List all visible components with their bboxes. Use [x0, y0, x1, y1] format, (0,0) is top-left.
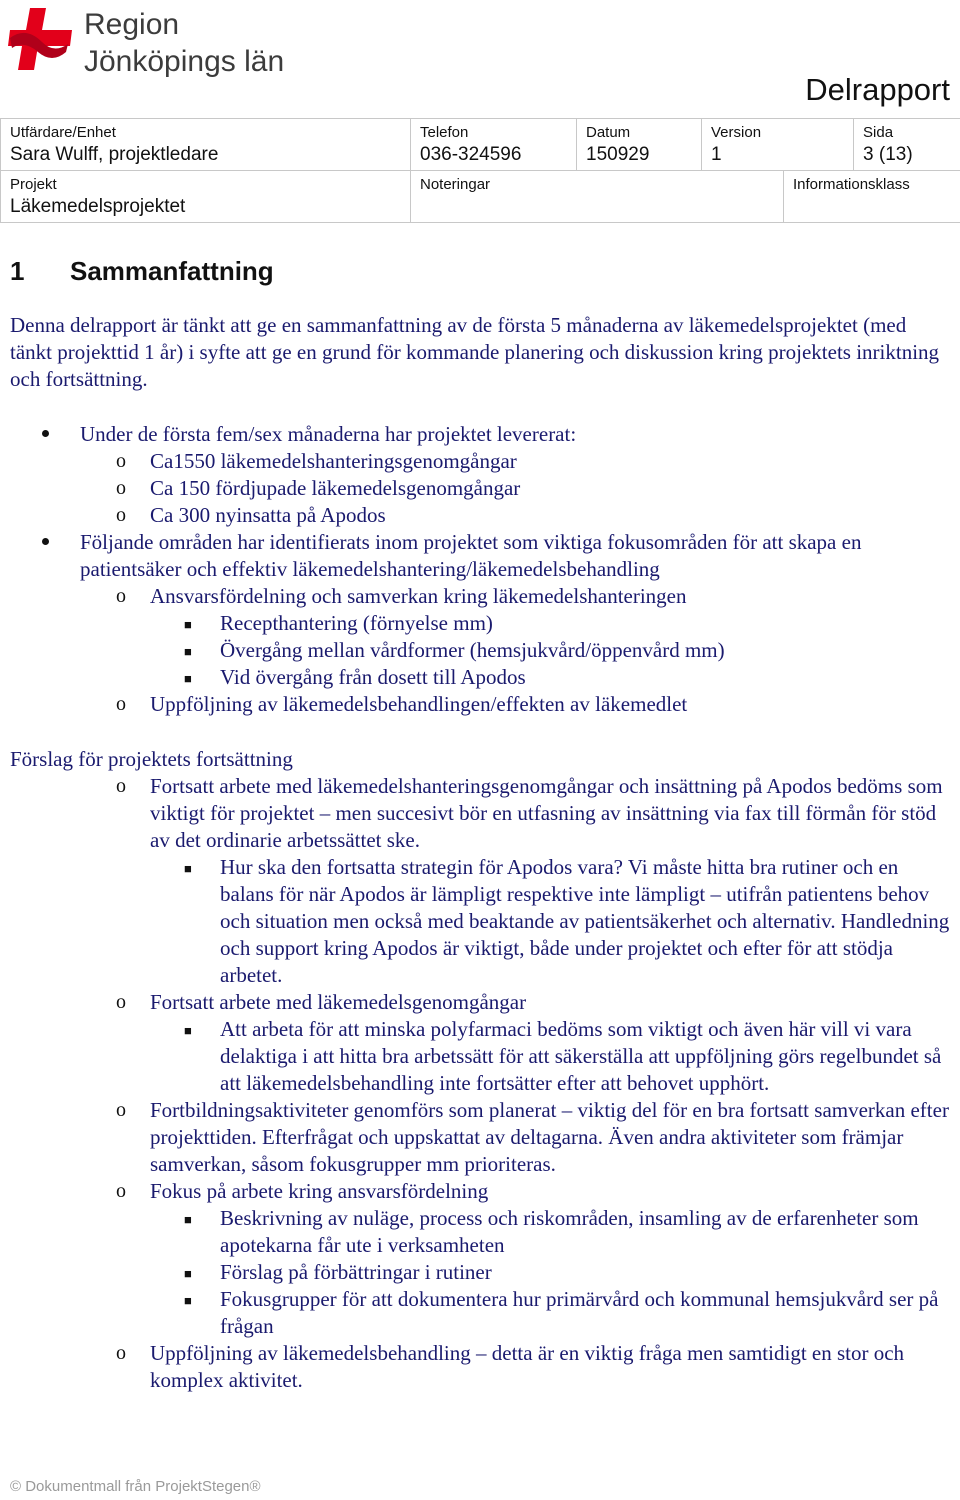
square-bullet-icon: ■: [184, 644, 192, 659]
circle-bullet-icon: o: [116, 1099, 126, 1121]
infoclass-label: Informationsklass: [793, 176, 910, 193]
list-item: ■ Recepthantering (förnyelse mm): [10, 610, 950, 637]
document-body: [10, 312, 950, 1394]
document-type: Delrapport: [805, 72, 950, 107]
proposals-heading: Förslag för projektets fortsättning: [10, 747, 293, 771]
circle-bullet-icon: o: [116, 585, 126, 607]
date-label: Datum: [586, 124, 631, 141]
circle-bullet-icon: o: [116, 991, 126, 1013]
list-item: Följande områden har identifierats inom projektet som viktiga fokusområden för att skapa en patientsäker och effektiv läkemedelshantering/läkemedelsbehandling: [10, 529, 950, 583]
list-item: ■ Att arbeta för att minska polyfarmaci bedöms som viktigt och även här vill vi vara delaktiga i att hitta bra arbetssätt för att säkerställa att uppföljning görs regelbundet så att läkemedelsbehandling inte fortsätter efter att behovet upphört.: [184, 1017, 942, 1095]
circle-bullet-icon: o: [116, 775, 126, 797]
phone-value: 036-324596: [420, 144, 522, 165]
list-item: o Uppföljning av läkemedelsbehandling – detta är en viktig fråga men samtidigt en stor och komplex aktivitet.: [116, 1341, 905, 1392]
bullet-icon: [42, 430, 49, 437]
circle-bullet-icon: o: [116, 477, 126, 499]
project-label: Projekt: [10, 176, 57, 193]
version-cell: [702, 119, 854, 171]
region-logo: [8, 6, 308, 78]
list-item: o Ca 150 fördjupade läkemedelsgenomgångar: [116, 476, 521, 500]
section-number: 1: [10, 256, 25, 286]
list-item: ■ Övergång mellan vårdformer (hemsjukvård/öppenvård mm): [10, 637, 950, 664]
square-bullet-icon: ■: [184, 1293, 192, 1308]
square-bullet-icon: ■: [184, 1266, 192, 1281]
list-item: ■ Vid övergång från dosett till Apodos: [10, 664, 950, 691]
circle-bullet-icon: o: [116, 1180, 126, 1202]
notes-label: Noteringar: [420, 176, 491, 193]
logo-line-region: Region: [84, 8, 180, 41]
square-bullet-icon: ■: [184, 617, 192, 632]
list-item: o Fokus på arbete kring ansvarsfördelning: [116, 1179, 489, 1203]
project-value: Läkemedelsprojektet: [10, 196, 186, 217]
intro-paragraph: Denna delrapport är tänkt att ge en sammanfattning av de första 5 månaderna av läkemedelsprojektet (med tänkt projekttid 1 år) i syfte att ge en grund för kommande planering och diskussion kring projektets inriktning och fortsättning.: [10, 313, 940, 391]
issuer-label: Utfärdare/Enhet: [10, 124, 116, 141]
phone-cell: [411, 119, 577, 171]
section-heading: [10, 256, 274, 287]
square-bullet-icon: ■: [184, 671, 192, 686]
bullet-icon: [42, 538, 49, 545]
section-title: Sammanfattning: [70, 256, 274, 286]
list-item: ■ Förslag på förbättringar i rutiner: [10, 1259, 950, 1286]
version-label: Version: [711, 124, 762, 141]
list-item: o Fortsatt arbete med läkemedelshanteringsgenomgångar och insättning på Apodos bedöms som viktigt för projektet – men succesivt bör en utfasning av insättning via fax till förmån för stöd av det ordinarie arbetssättet ske.: [116, 774, 943, 852]
footer-copyright: © Dokumentmall från ProjektStegen®: [10, 1478, 261, 1495]
region-cross-icon: [8, 8, 74, 70]
notes-cell: [411, 171, 784, 223]
list-item: o Ca 300 nyinsatta på Apodos: [116, 503, 386, 527]
date-value: 150929: [586, 144, 650, 165]
list-item: o Ca1550 läkemedelshanteringsgenomgångar: [116, 449, 517, 473]
date-cell: [577, 119, 702, 171]
list-item: o Uppföljning av läkemedelsbehandlingen/effekten av läkemedlet: [116, 692, 688, 716]
circle-bullet-icon: o: [116, 504, 126, 526]
page-value: 3 (13): [863, 144, 913, 165]
list-item: o Fortsatt arbete med läkemedelsgenomgångar: [116, 990, 527, 1014]
list-item: ■ Beskrivning av nuläge, process och riskområden, insamling av de erfarenheter som apotekarna får ute i verksamheten: [184, 1206, 919, 1257]
project-cell: [1, 171, 411, 223]
document-header-table: [0, 118, 960, 223]
list-item: o Ansvarsfördelning och samverkan kring läkemedelshanteringen: [116, 584, 687, 608]
infoclass-cell: [784, 171, 960, 223]
circle-bullet-icon: o: [116, 693, 126, 715]
list-item: Under de första fem/sex månaderna har projektet levererat:: [10, 421, 950, 448]
issuer-cell: [1, 119, 411, 171]
issuer-value: Sara Wulff, projektledare: [10, 144, 219, 165]
page-cell: [854, 119, 960, 171]
list-item: ■ Fokusgrupper för att dokumentera hur primärvård och kommunal hemsjukvård ser på frågan: [184, 1287, 939, 1338]
square-bullet-icon: ■: [184, 1212, 192, 1227]
version-value: 1: [711, 144, 722, 165]
list-item: o Fortbildningsaktiviteter genomförs som planerat – viktig del för en bra fortsatt samverkan efter projekttiden. Efterfrågat och uppskattat av deltagarna. Även andra aktiviteter som främjar samverkan, såsom fokusgrupper mm prioriteras.: [116, 1098, 949, 1176]
square-bullet-icon: ■: [184, 861, 192, 876]
square-bullet-icon: ■: [184, 1023, 192, 1038]
circle-bullet-icon: o: [116, 450, 126, 472]
page-label: Sida: [863, 124, 894, 141]
circle-bullet-icon: o: [116, 1342, 126, 1364]
logo-line-county: Jönköpings län: [84, 45, 285, 78]
list-item: ■ Hur ska den fortsatta strategin för Apodos vara? Vi måste hitta bra rutiner och en balans för när Apodos är lämpligt respektive inte lämpligt – utifrån patientens behov och situation men också med beaktande av patientsäkerhet och alternativ. Handledning och support kring Apodos är viktigt, både under projektet och efter för att stödja arbetet.: [184, 855, 950, 987]
phone-label: Telefon: [420, 124, 469, 141]
